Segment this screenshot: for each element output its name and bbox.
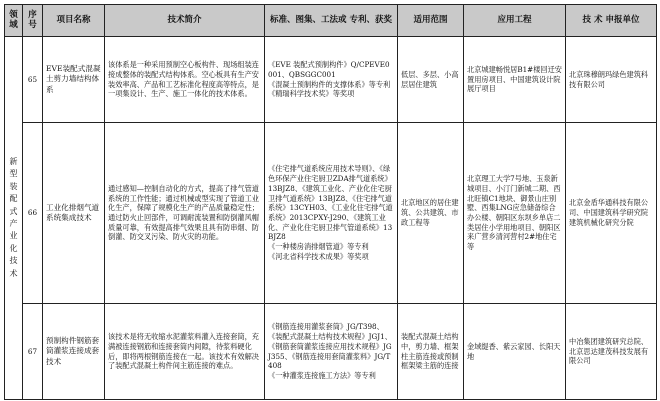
table-row: [5, 304, 657, 400]
header-row: [5, 5, 657, 37]
row-projects: 金域缇香、紫云家园、长阳天地: [464, 304, 566, 400]
header-seq: 序 号: [23, 5, 43, 37]
row-intro: 通过感知—控制自动化的方式，提高了排气管道系统的工作性能；通过机械或型实现了管道工业化生产，保障了规模化生产的产品质量稳定性；通过防火止回部件，可调耐流装置和防倒灌风帽质量可靠，有效提高排气效果且具有防串烟、防倒灌、防交叉污染、防火灾的功能。: [105, 123, 265, 304]
row-name: 预制构件钢筋套筒灌浆连接成套技术: [43, 304, 105, 400]
domain-label: 新型装配式产业化技术: [9, 157, 18, 278]
row-unit: 中冶集团建筑研究总院、北京思达建茂科技发展有限公司: [566, 304, 657, 400]
row-standards: 《住宅排气道系统应用技术导则》、《绿色环保产业住宅厨卫ZDA排气道系统》13BJZ8、《建筑工业化、产业化住宅厨卫排气道系统》13BJZ8、《住宅排气道系统》13CYH03、《工业化住宅排气道系统》2013CPXY-J290、《建筑工业化、产业化住宅厨卫排气管道系统》13BJZ8 《一种楼房消排烟管道》等专利 《河北省科学技术成果》等奖项: [265, 123, 398, 304]
row-scope: 低层、多层、小高层居住建筑: [398, 37, 464, 123]
table-row: [5, 123, 657, 304]
row-intro: 该体系是一种采用预制空心板构件、现场组装连接成整体的装配式结构体系。空心板具有生产安装效率高、产品和工艺标准化程度高等特点，是一项集设计、生产、施工一体化的技术体系。: [105, 37, 265, 123]
row-seq: 66: [23, 123, 43, 304]
header-intro: 技术简介: [105, 5, 265, 37]
row-unit: 北京金盾华通科技有限公司、中国建筑科学研究院建筑机械化研究分院: [566, 123, 657, 304]
row-seq: 65: [23, 37, 43, 123]
table-row: [5, 37, 657, 123]
row-scope: 装配式混凝土结构中，剪力墙、框架柱主筋连接或预制框架梁主筋的连接: [398, 304, 464, 400]
row-intro: 该技术是将无收缩水泥灌浆料灌入连接套筒，充满被连接钢筋和连接套筒内间隙，待浆料硬化后，即将两根钢筋连接在一起。该技术有效解决了装配式混凝土构件间主筋连接的难点。: [105, 304, 265, 400]
header-scope: 适用范围: [398, 5, 464, 37]
domain-cell: [5, 37, 23, 400]
row-standards: 《EVE 装配式预制构件》Q/CPEVE0001、QBSGGC001 《混凝土预制构件的支撑体系》等专利 《精瑞科学技术奖》等奖项: [265, 37, 398, 123]
header-domain: 领 域: [5, 5, 23, 37]
row-projects: 北京理工大学7号地、玉泉新城项目、小汀门新城二期、西北旺镇C1地块、御景山庄别墅、西集LNG应急储备综合办公楼、朝阳区东坝乡单店二类居住小学用地项目、朝阳区来广营乡清河营村2#地住宅等: [464, 123, 566, 304]
header-name: 项目名称: [43, 5, 105, 37]
header-standards: 标准、图集、工法或 专利、获奖: [265, 5, 398, 37]
row-scope: 北京地区的居住建筑、公共建筑、市政工程等: [398, 123, 464, 304]
row-projects: 北京城建畅悦居B1#楼回迁安置用房项目、中国建筑设计院展厅项目: [464, 37, 566, 123]
header-projects: 应用工程: [464, 5, 566, 37]
technology-table: [4, 4, 657, 400]
row-standards: 《钢筋连接用灌浆套筒》JG/T398、《装配式混凝土结构技术规程》JGJ1、《钢筋套筒灌浆连接应用技术规程》JGJ355、《钢筋连接用套筒灌浆料》JG/T408 《一种灌浆连接施工方法》等专利: [265, 304, 398, 400]
row-name: EVE装配式混凝土剪力墙结构体系: [43, 37, 105, 123]
row-name: 工业化排烟气道系统集成技术: [43, 123, 105, 304]
row-seq: 67: [23, 304, 43, 400]
row-unit: 北京珠穆朗玛绿色建筑科技有限公司: [566, 37, 657, 123]
header-unit: 技 术 申报单位: [566, 5, 657, 37]
